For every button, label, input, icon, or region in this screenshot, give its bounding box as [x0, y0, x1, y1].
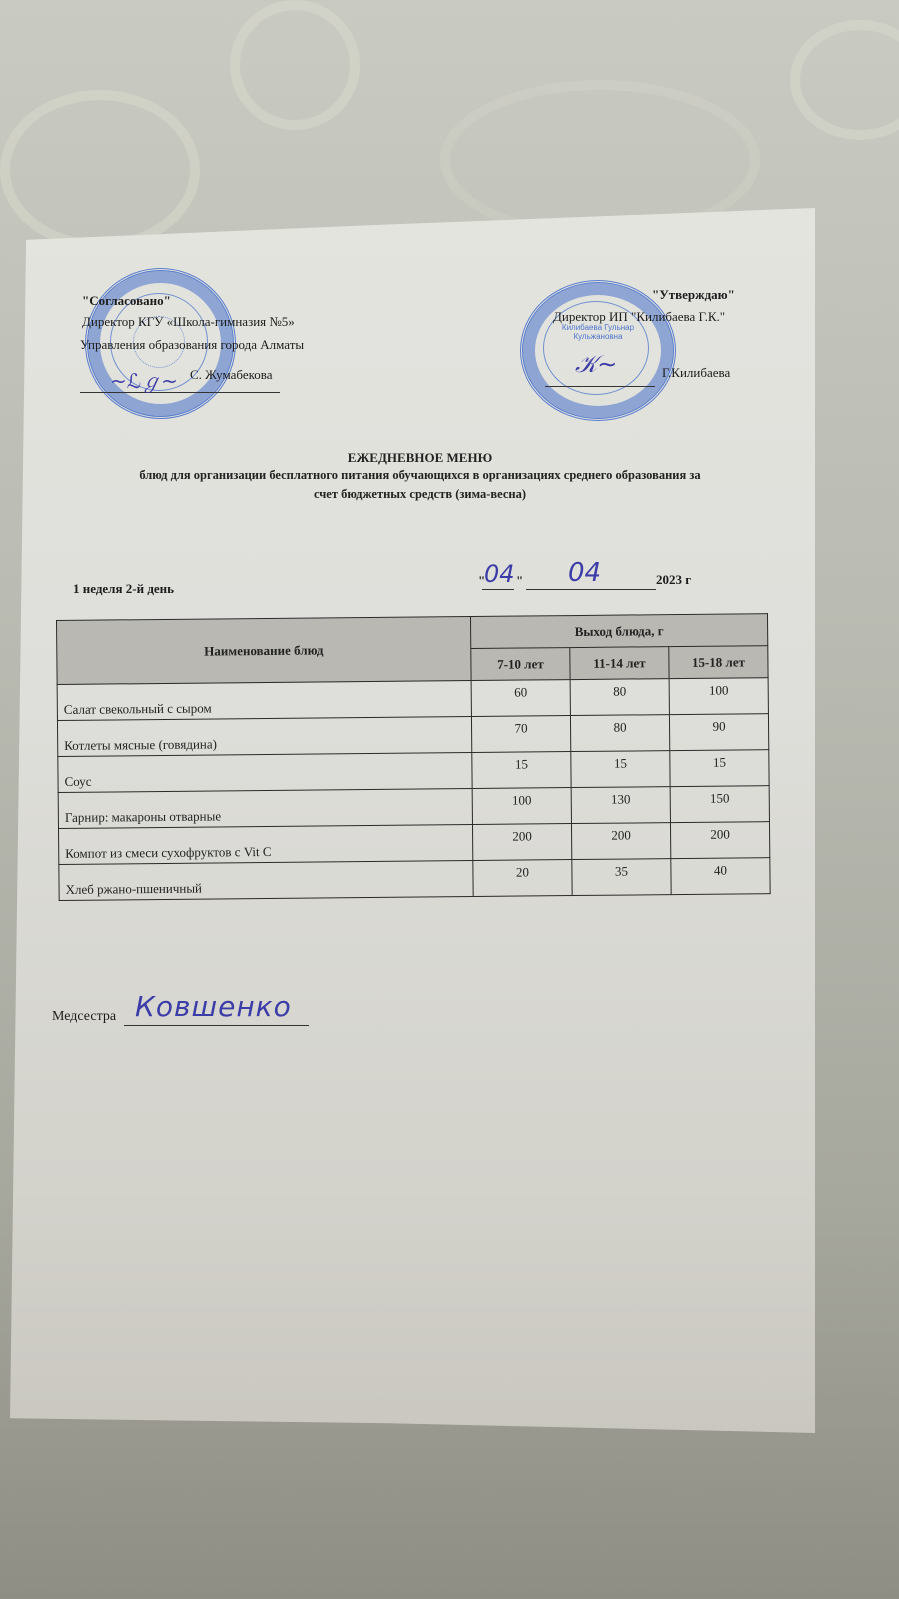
document-title: ЕЖЕДНЕВНОЕ МЕНЮ: [347, 450, 493, 465]
yield-15-18: 15: [670, 750, 769, 787]
dish-name: Котлеты мясные (говядина): [57, 717, 471, 757]
yield-7-10: 60: [471, 680, 570, 717]
nurse-signature-line: [124, 1025, 309, 1026]
approval-right-heading: "Утверждаю": [652, 287, 735, 302]
tablecloth-pattern: [230, 0, 360, 130]
approval-right-signature-name: Г.Килибаева: [662, 365, 731, 380]
dish-name: Компот из смеси сухофруктов с Vit C: [59, 825, 473, 865]
approval-left-heading: "Согласовано": [82, 293, 171, 308]
date-month-handwritten: 04: [568, 558, 602, 588]
date-day-underline: [482, 589, 514, 590]
date-quote-close: ": [516, 573, 524, 588]
dish-name: Хлеб ржано-пшеничный: [59, 861, 473, 901]
yield-11-14: 130: [571, 787, 670, 824]
approval-left-line1: Директор КГУ «Школа-гимназия №5»: [82, 314, 295, 329]
header-age-15-18: 15-18 лет: [669, 646, 768, 679]
date-day-handwritten: 04: [484, 560, 515, 588]
header-yield: Выход блюда, г: [470, 614, 767, 649]
yield-7-10: 200: [472, 824, 571, 861]
signature-line-right: [545, 386, 655, 387]
yield-11-14: 35: [572, 859, 671, 896]
yield-11-14: 15: [571, 751, 670, 788]
yield-11-14: 200: [571, 823, 670, 860]
tablecloth-pattern: [790, 20, 899, 140]
week-day-label: 1 неделя 2-й день: [73, 581, 175, 596]
handwritten-signature-left: ~ℒℊ~: [110, 369, 178, 393]
menu-table: [56, 613, 771, 901]
approval-left-line2: Управления образования города Алматы: [80, 337, 305, 352]
date-year: 2023 г: [656, 572, 692, 587]
header-dish-name: Наименование блюд: [57, 617, 472, 685]
yield-15-18: 200: [670, 822, 769, 859]
approval-left-signature-name: С. Жумабекова: [190, 367, 273, 382]
handwritten-signature-right: 𝒦∼: [575, 350, 618, 378]
yield-7-10: 100: [472, 788, 571, 825]
approval-right-line1: Директор ИП "Килибаева Г.К.": [553, 309, 726, 324]
nurse-label: Медсестра: [52, 1009, 117, 1024]
yield-15-18: 100: [669, 678, 768, 715]
dish-name: Салат свекольный с сыром: [57, 681, 471, 721]
stamp-center-text: Килибаева Гульнар Кульжановна: [561, 323, 635, 341]
date-quote-open: ": [478, 573, 486, 588]
header-age-7-10: 7-10 лет: [471, 648, 570, 681]
tablecloth-pattern: [0, 90, 200, 250]
yield-7-10: 70: [471, 716, 570, 753]
date-month-underline: [526, 589, 656, 590]
document-subtitle-line2: счет бюджетных средств (зима-весна): [313, 487, 527, 501]
dish-name: Гарнир: макароны отварные: [58, 789, 472, 829]
yield-11-14: 80: [570, 715, 669, 752]
yield-15-18: 90: [669, 714, 768, 751]
yield-7-10: 15: [472, 752, 571, 789]
yield-15-18: 150: [670, 786, 769, 823]
yield-11-14: 80: [570, 679, 669, 716]
yield-7-10: 20: [473, 860, 572, 897]
dish-name: Соус: [58, 753, 472, 793]
nurse-handwritten-signature: Ковшенко: [135, 990, 292, 1023]
yield-15-18: 40: [671, 858, 770, 895]
document-subtitle-line1: блюд для организации бесплатного питания обучающихся в организациях среднего образования за: [139, 468, 701, 482]
header-age-11-14: 11-14 лет: [570, 647, 669, 680]
date-field: [478, 560, 778, 590]
table-row: [59, 858, 770, 901]
